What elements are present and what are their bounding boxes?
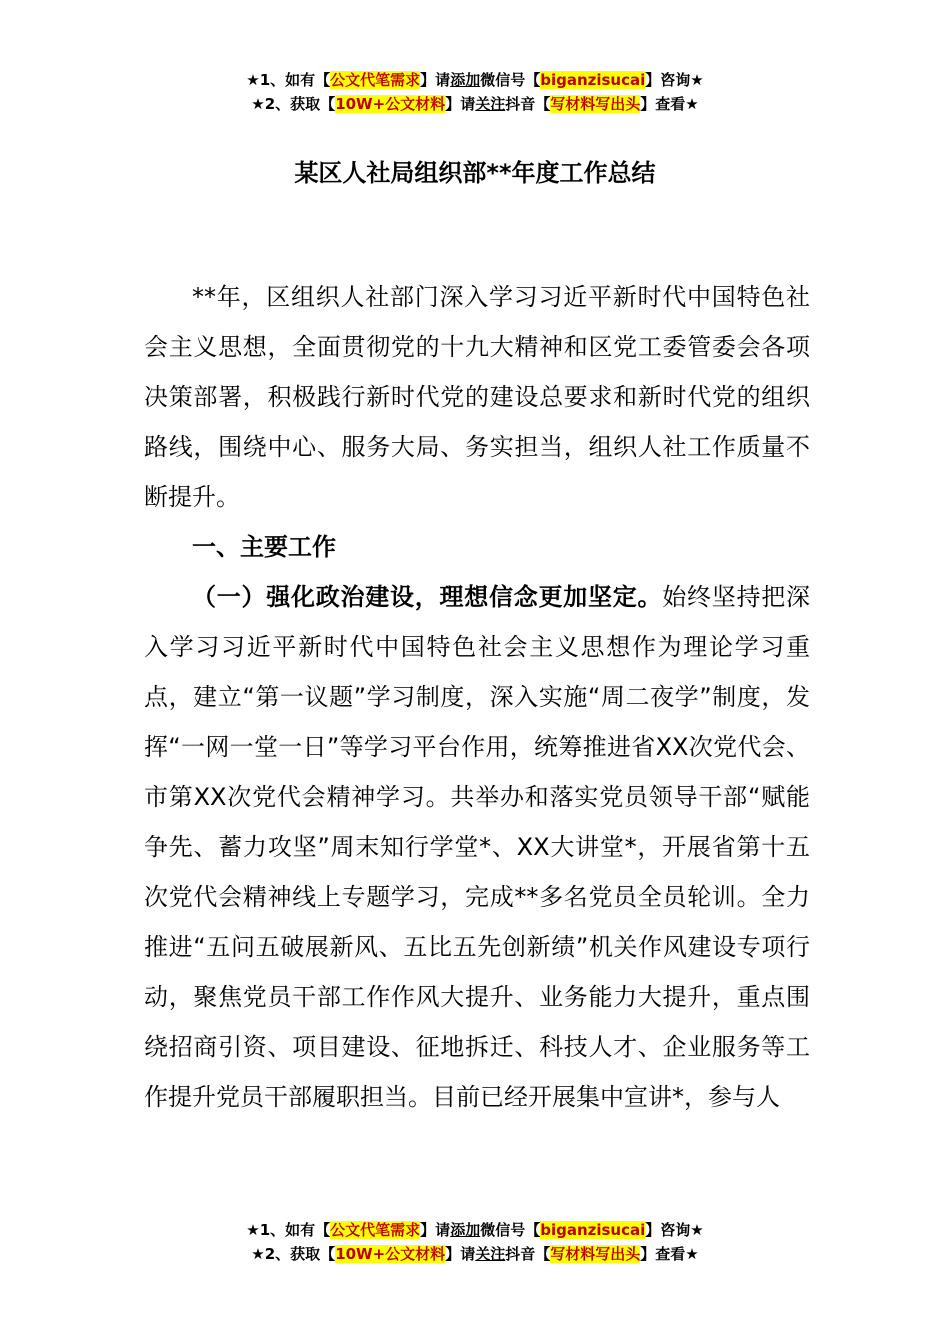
- promo-highlight-service: 公文代笔需求: [330, 71, 421, 89]
- footer-promo: [0, 1218, 950, 1266]
- promo-douyin-account: 写材料写出头: [550, 1245, 641, 1263]
- header-promo-line-1: ★1、如有【公文代笔需求】请添加微信号【biganzisucai】咨询★: [246, 71, 704, 89]
- section-heading: 一、主要工作: [192, 533, 336, 561]
- header-promo-line-2: ★2、获取【10W+公文材料】请关注抖音【写材料写出头】查看★: [251, 95, 699, 113]
- intro-paragraph: **年，区组织人社部门深入学习习近平新时代中国特色社会主义思想，全面贯彻党的十九大精神和区党工委管委会各项决策部署，积极践行新时代党的建设总要求和新时代党的组织路线，围绕中心、服务大局、务实担当，组织人社工作质量不断提升。: [144, 283, 810, 511]
- promo-highlight-service: 公文代笔需求: [330, 1221, 421, 1239]
- subsection-text: 始终坚持把深入学习习近平新时代中国特色社会主义思想作为理论学习重点，建立“第一议题”学习制度，深入实施“周二夜学”制度，发挥“一网一堂一日”等学习平台作用，统筹推进省XX次党代会、市第XX次党代会精神学习。共举办和落实党员领导干部“赋能争先、蓄力攻坚”周末知行学堂*、XX大讲堂*，开展省第十五次党代会精神线上专题学习，完成**多名党员全员轮训。全力推进“五问五破展新风、五比五先创新绩”机关作风建设专项行动，聚焦党员干部工作作风大提升、业务能力大提升，重点围绕招商引资、项目建设、征地拆迁、科技人才、企业服务等工作提升党员干部履职担当。目前已经开展集中宣讲*，参与人: [144, 583, 810, 1111]
- promo-douyin-account: 写材料写出头: [550, 95, 641, 113]
- subsection-heading: （一）强化政治建设，理想信念更加坚定。: [192, 583, 663, 611]
- document-title: 某区人社局组织部**年度工作总结: [294, 159, 656, 187]
- promo-wechat-id: biganzisucai: [540, 1221, 646, 1239]
- footer-promo-line-2: ★2、获取【10W+公文材料】请关注抖音【写材料写出头】查看★: [251, 1245, 699, 1263]
- promo-highlight-materials: 10W+公文材料: [335, 1245, 446, 1263]
- document-body: [144, 272, 810, 1122]
- footer-promo-line-1: ★1、如有【公文代笔需求】请添加微信号【biganzisucai】咨询★: [246, 1221, 704, 1239]
- subsection-paragraph: [144, 572, 810, 1122]
- promo-highlight-materials: 10W+公文材料: [335, 95, 446, 113]
- promo-wechat-id: biganzisucai: [540, 71, 646, 89]
- header-promo: [0, 68, 950, 116]
